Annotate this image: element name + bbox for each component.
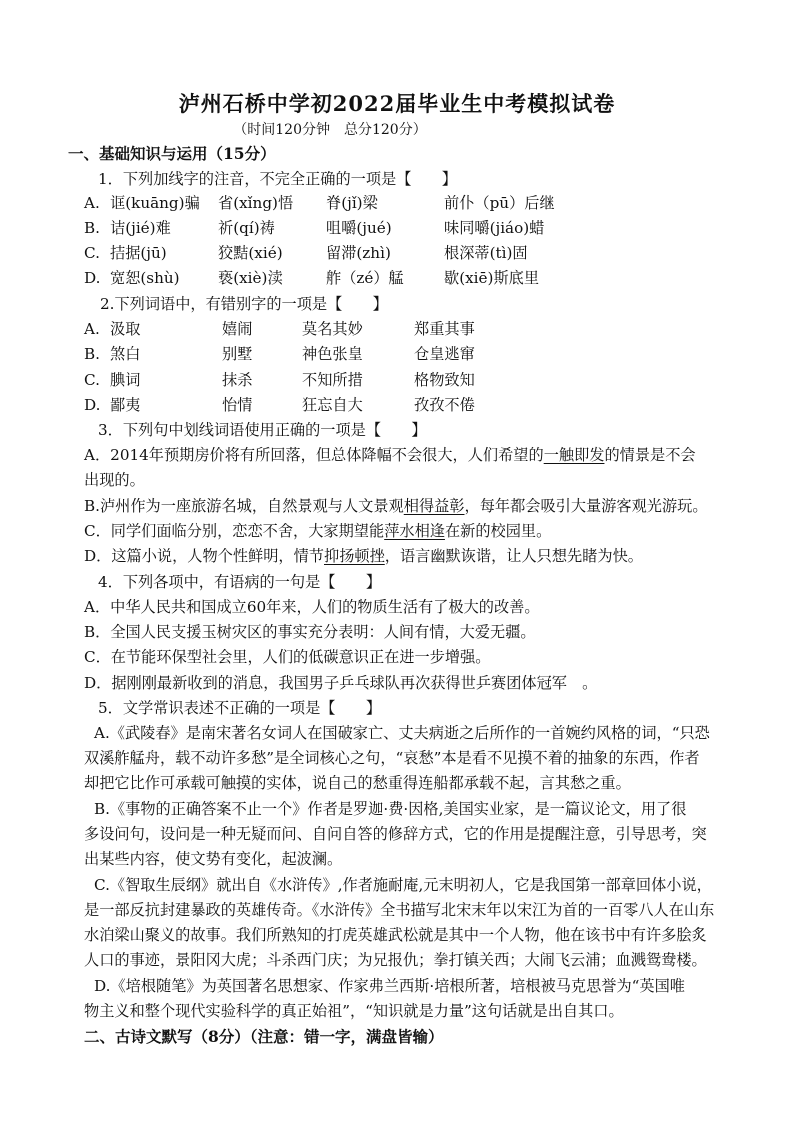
option-word: 狂忘自大 <box>302 396 363 414</box>
option-word: 煞白 <box>110 345 141 363</box>
option-word: 留滞(zhì) <box>326 244 391 262</box>
q5-option-b-line3: 出某些内容，使文势有变化，起波澜。 <box>84 850 343 868</box>
q5-option-c-line2: 是一部反抗封建暴政的英雄传奇。《水浒传》全书描写北宋末年以宋江为首的一百零八人在山东 <box>84 901 715 919</box>
q3-option-d <box>84 546 643 566</box>
option-word: 怡情 <box>222 396 253 414</box>
option-text: A．2014年预期房价将有所回落，但总体降幅不会很大，人们希望的 <box>84 446 544 464</box>
option-label: D. <box>84 269 101 287</box>
q3-option-a <box>84 445 696 465</box>
option-word: 亵(xiè)渎 <box>218 269 283 287</box>
option-word: 诓(kuāng)骗 <box>110 194 200 212</box>
option-word: 别墅 <box>222 345 253 363</box>
option-word: 诘(jié)难 <box>110 219 171 237</box>
option-word: 根深蒂(tì)固 <box>444 244 528 262</box>
q3-option-a-cont: 出现的。 <box>84 471 145 489</box>
option-text: D．这篇小说，人物个性鲜明，情节 <box>84 547 324 565</box>
question-1-stem: 1．下列加线字的注音，不完全正确的一项是【 】 <box>98 170 457 188</box>
option-text: ，每年都会吸引大量游客观光游玩。 <box>464 497 708 515</box>
underlined-phrase: 相得益彰 <box>403 497 465 515</box>
underlined-phrase: 抑扬顿挫 <box>324 547 385 565</box>
q1-option-d <box>84 268 539 288</box>
q5-option-b-line2: 多设问句，设问是一种无疑而问、自问自答的修辞方式，它的作用是提醒注意，引导思考，突 <box>84 825 707 843</box>
q1-option-b <box>84 218 544 238</box>
option-word: 咀嚼(jué) <box>326 219 392 237</box>
option-word: 孜孜不倦 <box>414 396 475 414</box>
q3-option-b <box>84 496 708 516</box>
underlined-phrase: 萍水相逢 <box>384 522 445 540</box>
option-text: 的情景是不会 <box>604 446 696 464</box>
option-word: 鄙夷 <box>110 396 141 414</box>
q4-option-d: D．据刚刚最新收到的消息，我国男子乒乓球队再次获得世乒赛团体冠军 。 <box>84 674 598 692</box>
question-3-stem: 3．下列句中划线词语使用正确的一项是【 】 <box>98 421 427 439</box>
option-label: D. <box>84 396 101 414</box>
option-word: 不知所措 <box>302 371 363 389</box>
option-text: 在新的校园里。 <box>444 522 552 540</box>
q5-option-a-line3: 却把它比作可承载可触摸的实体，说自己的愁重得连船都承载不起，言其愁之重。 <box>84 774 631 792</box>
option-word: 省(xǐng)悟 <box>218 194 294 212</box>
q2-option-b <box>84 344 475 364</box>
option-word: 歇(xiē)斯底里 <box>444 269 540 287</box>
option-word: 脊(jǐ)梁 <box>326 194 378 212</box>
option-word: 宽恕(shù) <box>110 269 180 287</box>
option-word: 嬉闹 <box>222 320 253 338</box>
option-text: C．同学们面临分别，恋恋不舍，大家期望能 <box>84 522 385 540</box>
option-word: 郑重其事 <box>414 320 475 338</box>
option-word: 格物致知 <box>414 371 475 389</box>
q5-option-a-line2: 双溪舴艋舟，载不动许多愁”是全词核心之句，“哀愁”本是看不见摸不着的抽象的东西，作者 <box>84 749 700 767</box>
option-word: 莫名其妙 <box>302 320 363 338</box>
option-word: 腆词 <box>110 371 141 389</box>
q5-option-c-line3: 水泊梁山聚义的故事。我们所熟知的打虎英雄武松就是其中一个人物，他在该书中有许多脍炙 <box>84 926 707 944</box>
q1-option-c <box>84 243 528 263</box>
exam-title: 泸州石桥中学初2022届毕业生中考模拟试卷 <box>178 91 616 116</box>
option-word: 抹杀 <box>222 371 253 389</box>
option-word: 拮据(jū) <box>110 244 167 262</box>
q2-option-c <box>84 370 475 390</box>
option-text: ，语言幽默诙谐，让人只想先睹为快。 <box>384 547 643 565</box>
option-label: C. <box>84 371 100 389</box>
option-label: B. <box>84 345 100 363</box>
q2-option-a <box>84 319 475 339</box>
option-text: B.泸州作为一座旅游名城，自然景观与人文景观 <box>84 497 404 515</box>
option-word: 前仆（pū）后继 <box>444 194 555 212</box>
q5-option-a-line1: A.《武陵春》是南宋著名女词人在国破家亡、丈夫病逝之后所作的一首婉约风格的词，“只恐 <box>94 724 710 742</box>
option-label: B. <box>84 219 100 237</box>
exam-subtitle: （时间120分钟 总分120分） <box>233 122 427 138</box>
q4-option-b: B．全国人民支援玉树灾区的事实充分表明：人间有情，大爱无疆。 <box>84 623 536 641</box>
option-word: 味同嚼(jiáo)蜡 <box>444 219 545 237</box>
q5-option-d-line1: D.《培根随笔》为英国著名思想家、作家弗兰西斯·培根所著，培根被马克思誉为“英国唯 <box>94 977 685 995</box>
section-heading-2: 二、古诗文默写（8分）（注意：错一字，满盘皆输） <box>84 1027 444 1046</box>
option-word: 神色张皇 <box>302 345 363 363</box>
underlined-phrase: 一触即发 <box>543 446 605 464</box>
q3-option-c <box>84 521 551 541</box>
question-5-stem: 5．文学常识表述不正确的一项是【 】 <box>98 699 382 717</box>
section-heading-1: 一、基础知识与运用（15分） <box>68 144 276 163</box>
q5-option-c-line1: C.《智取生辰纲》就出自《水浒传》,作者施耐庵,元末明初人，它是我国第一部章回体小说， <box>94 876 712 894</box>
q5-option-c-line4: 人口的事迹，景阳冈大虎；斗杀西门庆；为兄报仇；拳打镇关西；大闹飞云浦；血溅鸳鸯楼。 <box>84 951 707 969</box>
q4-option-a: A．中华人民共和国成立60年来，人们的物质生活有了极大的改善。 <box>84 598 540 616</box>
q5-option-b-line1: B.《事物的正确答案不止一个》作者是罗迦·费·因格,美国实业家，是一篇议论文，用了很 <box>94 800 687 818</box>
option-word: 仓皇逃窜 <box>414 345 475 363</box>
option-word: 汲取 <box>110 320 141 338</box>
question-4-stem: 4．下列各项中，有语病的一句是【 】 <box>98 573 382 591</box>
q2-option-d <box>84 395 475 415</box>
option-label: C. <box>84 244 100 262</box>
q1-option-a <box>84 193 555 213</box>
option-word: 舴（zé）艋 <box>326 269 404 287</box>
q4-option-c: C．在节能环保型社会里，人们的低碳意识正在进一步增强。 <box>84 648 491 666</box>
option-word: 祈(qí)祷 <box>218 219 275 237</box>
question-2-stem: 2.下列词语中，有错别字的一项是【 】 <box>100 295 388 313</box>
option-label: A. <box>84 194 100 212</box>
option-word: 狡黠(xié) <box>218 244 283 262</box>
q5-option-d-line2: 物主义和整个现代实验科学的真正始祖”，“知识就是力量”这句话就是出自其口。 <box>84 1002 624 1020</box>
option-label: A. <box>84 320 100 338</box>
